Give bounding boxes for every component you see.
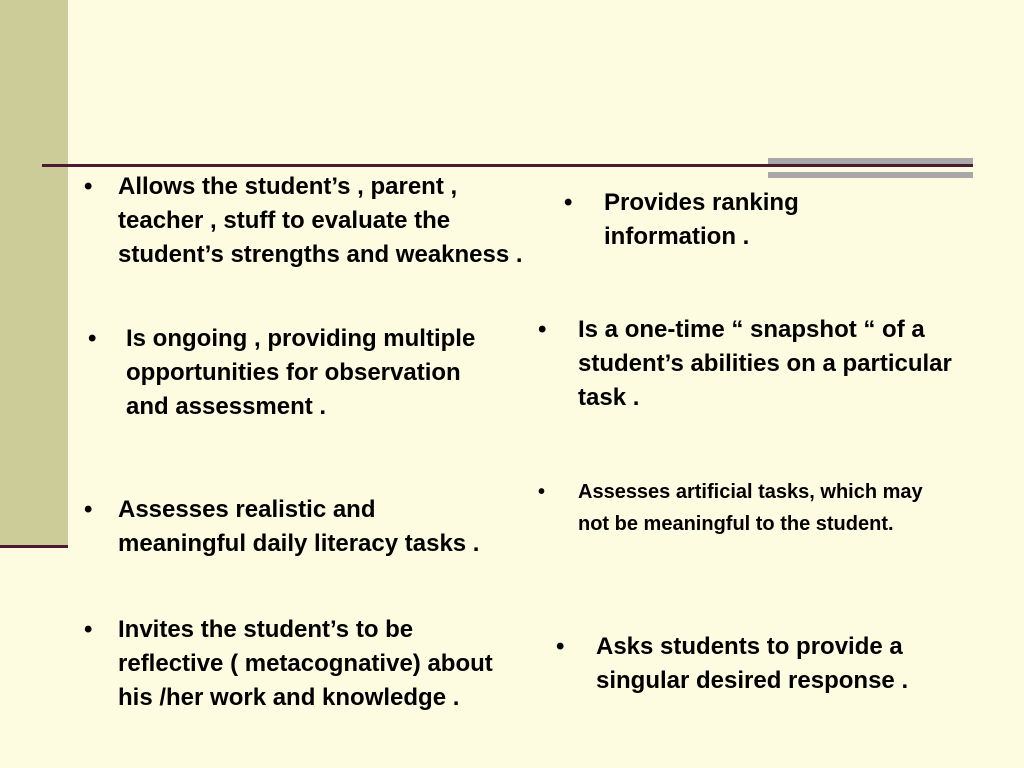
right-bullet-2-text: Is a one-time “ snapshot “ of a student’s abilities on a particular task .: [578, 316, 952, 411]
bullet-marker: •: [538, 481, 546, 503]
right-bullet-1: [564, 186, 894, 254]
bullet-marker: •: [538, 316, 547, 343]
bullet-marker: •: [84, 616, 93, 643]
left-bullet-2-text: Is ongoing , providing multiple opportunities for observation and assessment .: [126, 325, 476, 420]
bullet-marker: •: [84, 496, 93, 523]
bullet-marker: •: [84, 173, 93, 200]
left-bullet-3: [84, 493, 484, 561]
right-bullet-2: [538, 313, 958, 415]
right-bullet-4-text: Asks students to provide a singular desired response .: [596, 633, 909, 694]
left-bullet-1-text: Allows the student’s , parent , teacher , stuff to evaluate the student’s strengths and weakness .: [118, 173, 523, 268]
right-bullet-1-text: Provides ranking information .: [604, 189, 799, 250]
left-bullet-3-text: Assesses realistic and meaningful daily literacy tasks .: [118, 496, 480, 557]
band-bottom-line: [0, 545, 68, 548]
right-bullet-4: [556, 630, 976, 698]
bullet-marker: •: [556, 633, 565, 660]
bullet-marker: •: [564, 189, 573, 216]
left-decorative-band: [0, 0, 68, 548]
right-bullet-3: [538, 476, 948, 540]
left-bullet-2: [88, 322, 488, 424]
bullet-marker: •: [88, 325, 97, 352]
right-bullet-3-text: Assesses artificial tasks, which may not be meaningful to the student.: [578, 481, 923, 535]
left-bullet-4: [84, 613, 504, 715]
accent-bar-bottom: [768, 172, 973, 178]
left-bullet-4-text: Invites the student’s to be reflective ( metacognative) about his /her work and knowledge .: [118, 616, 493, 711]
accent-bar-top: [768, 158, 973, 164]
left-bullet-1: [84, 170, 524, 272]
title-divider-line: [42, 164, 973, 167]
